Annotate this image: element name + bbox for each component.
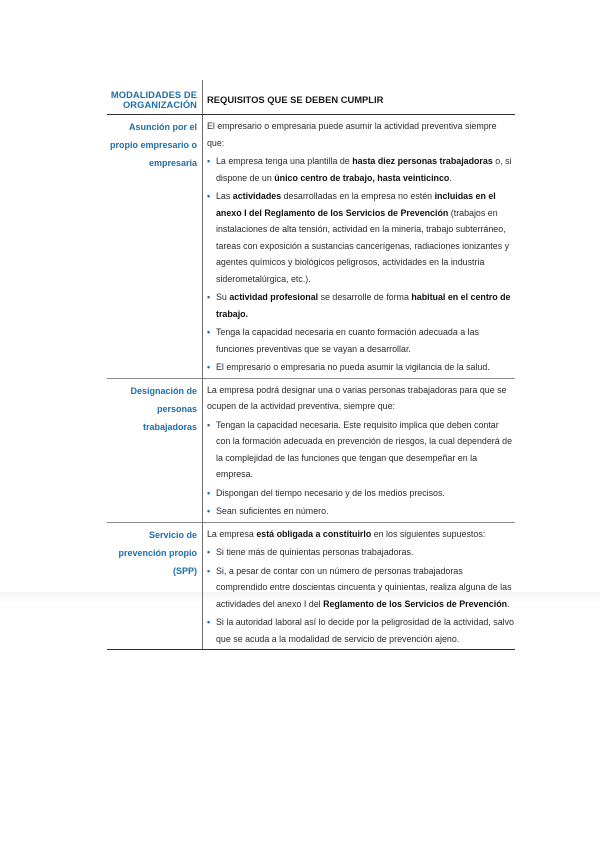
bullet-list (207, 417, 515, 520)
bullet-icon: • (207, 419, 211, 430)
list-item: • Sean suficientes en número. (207, 503, 515, 520)
list-item: • Dispongan del tiempo necesario y de los medios precisos. (207, 485, 515, 502)
list-item: • Si, a pesar de contar con un número de personas trabajadoras comprendido entre doscientas cincuenta y quinientas, realiza alguna de las actividades del anexo I del Reglamento de los Servicios de Prevención. (207, 563, 515, 613)
bullet-icon: • (207, 565, 211, 576)
bullet-icon: • (207, 547, 211, 557)
intro-text: La empresa está obligada a constituirlo en los siguientes supuestos: (207, 528, 486, 539)
list-item: • Si tiene más de quinientas personas trabajadoras. (207, 544, 515, 561)
category-spp: Servicio de prevención propio (SPP) (107, 522, 203, 650)
list-item: • El empresario o empresaria no pueda asumir la vigilancia de la salud. (207, 359, 515, 376)
list-item: • La empresa tenga una plantilla de hasta diez personas trabajadoras o, si dispone de un único centro de trabajo, hasta veinticinco. (207, 153, 515, 186)
requirements-designacion (203, 378, 516, 522)
list-item: • Tengan la capacidad necesaria. Este requisito implica que deben contar con la formación adecuada en prevención de riesgos, la cual dependerá de la complejidad de las funciones que tengan que desempeñar en la empresa. (207, 417, 515, 483)
header-requisitos: REQUISITOS QUE SE DEBEN CUMPLIR (203, 80, 516, 115)
list-item: • Tenga la capacidad necesaria en cuanto formación adecuada a las funciones preventivas que se vayan a desarrollar. (207, 324, 515, 357)
bullet-list (207, 153, 515, 376)
bullet-icon: • (207, 506, 211, 516)
list-item: • Su actividad profesional se desarrolle de forma habitual en el centro de trabajo. (207, 289, 515, 322)
header-modalidades: MODALIDADES DE ORGANIZACIÓN (107, 80, 203, 115)
table-row (107, 115, 515, 379)
bullet-icon: • (207, 487, 211, 498)
requirements-table (107, 80, 515, 650)
bullet-icon: • (207, 292, 211, 302)
list-item: • Las actividades desarrolladas en la empresa no estén incluidas en el anexo I del Reglamento de los Servicios de Prevención (trabajos en instalaciones de alta tensión, actividad en la minería, trabajo subterráneo, tareas con exposición a sustancias cancerígenas, radiaciones ionizantes y agentes químicos y biológicos peligrosos, actividades en la industria siderometalúrgica, etc.). (207, 188, 515, 287)
table-row (107, 378, 515, 522)
bullet-icon: • (207, 362, 211, 372)
category-designacion: Designación de personas trabajadoras (107, 378, 203, 522)
table-header-row (107, 80, 515, 115)
requirements-asuncion (203, 115, 516, 379)
bullet-list (207, 544, 515, 647)
bullet-icon: • (207, 191, 211, 201)
requirements-spp (203, 522, 516, 650)
category-asuncion: Asunción por el propio empresario o empresaria (107, 115, 203, 379)
list-item: • Si la autoridad laboral así lo decide por la peligrosidad de la actividad, salvo que se acuda a la modalidad de servicio de prevención ajeno. (207, 614, 515, 647)
table-row (107, 522, 515, 650)
bullet-icon: • (207, 617, 211, 627)
bullet-icon: • (207, 327, 211, 337)
intro-text: El empresario o empresaria puede asumir la actividad preventiva siempre que: (207, 121, 497, 148)
bullet-icon: • (207, 156, 211, 166)
intro-text: La empresa podrá designar una o varias personas trabajadoras para que se ocupen de la actividad preventiva, siempre que: (207, 384, 507, 411)
